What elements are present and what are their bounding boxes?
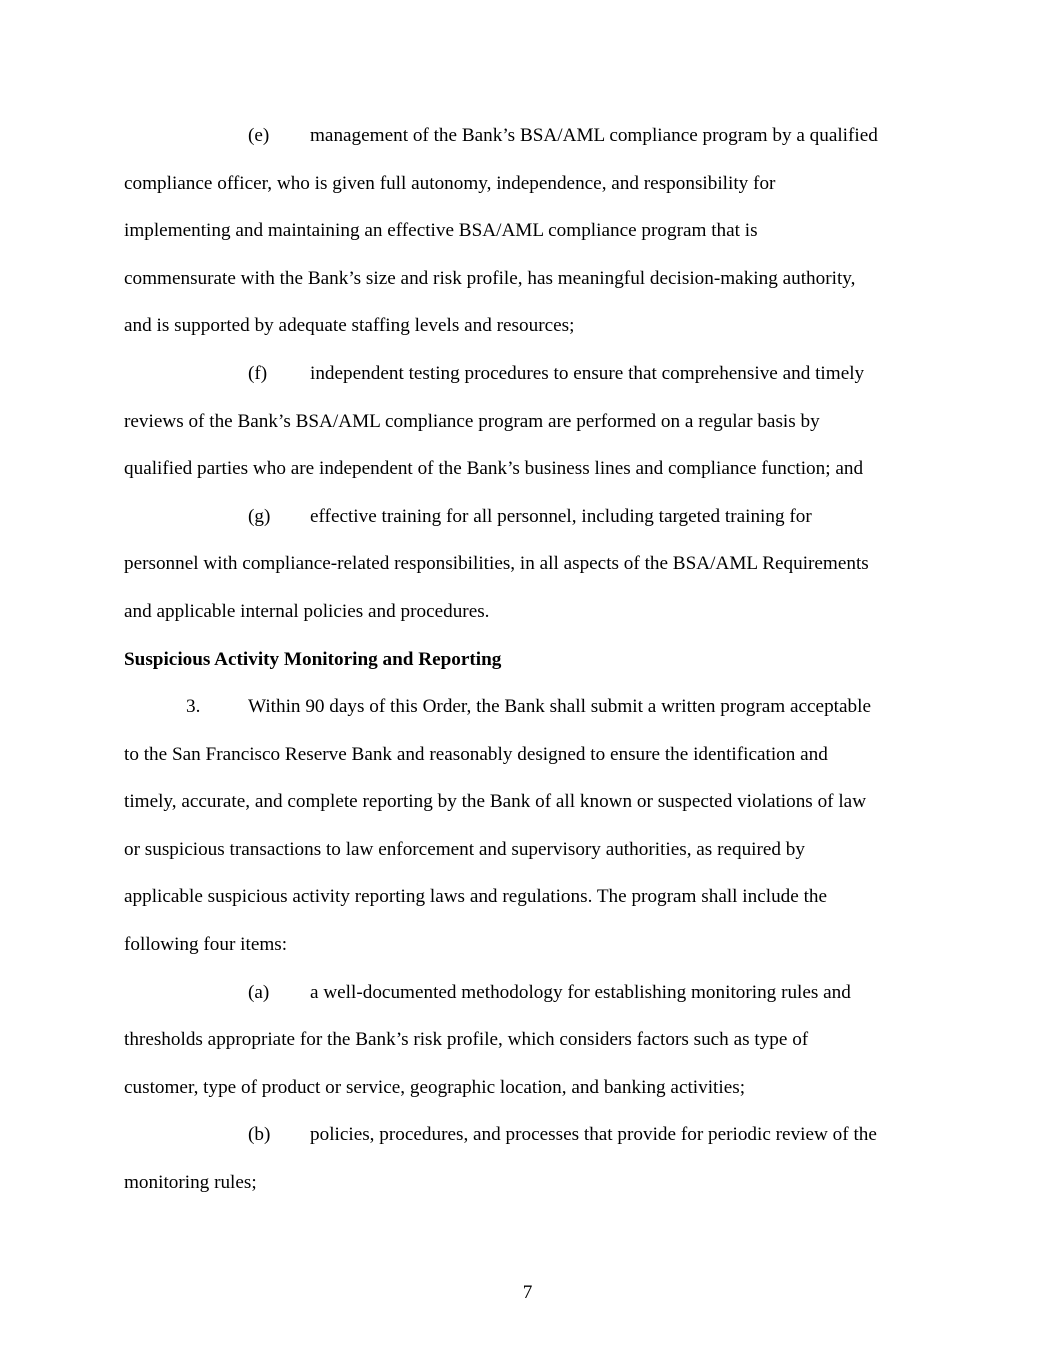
paragraph-3-line-6: following four items: (124, 934, 288, 955)
item-g-line-3: and applicable internal policies and procedures. (124, 601, 490, 622)
item-e-line-3: implementing and maintaining an effective BSA/AML compliance program that is (124, 220, 758, 241)
paragraph-3-line-4: or suspicious transactions to law enforcement and supervisory authorities, as required by (124, 839, 805, 860)
item-e-line-1: management of the Bank’s BSA/AML compliance program by a qualified (310, 125, 878, 146)
subitem-a-line-3: customer, type of product or service, geographic location, and banking activities; (124, 1077, 746, 1098)
subitem-a-line-1: a well-documented methodology for establishing monitoring rules and (310, 982, 851, 1003)
paragraph-3-number: 3. (186, 696, 201, 717)
paragraph-3-line-1: Within 90 days of this Order, the Bank shall submit a written program acceptable (248, 696, 871, 717)
item-f-line-1: independent testing procedures to ensure that comprehensive and timely (310, 363, 865, 384)
subitem-b-marker: (b) (248, 1124, 271, 1145)
section-heading: Suspicious Activity Monitoring and Reporting (124, 649, 502, 670)
item-g-line-1: effective training for all personnel, including targeted training for (310, 506, 812, 527)
paragraph-3-line-2: to the San Francisco Reserve Bank and reasonably designed to ensure the identification and (124, 744, 828, 765)
item-e-marker: (e) (248, 125, 270, 146)
item-e-line-5: and is supported by adequate staffing levels and resources; (124, 315, 575, 336)
item-f-marker: (f) (248, 363, 268, 384)
item-g-line-2: personnel with compliance-related responsibilities, in all aspects of the BSA/AML Requirements (124, 553, 869, 574)
item-f-line-2: reviews of the Bank’s BSA/AML compliance program are performed on a regular basis by (124, 411, 820, 432)
item-g-marker: (g) (248, 506, 271, 527)
subitem-b-line-1: policies, procedures, and processes that provide for periodic review of the (310, 1124, 877, 1145)
page-number: 7 (522, 1282, 533, 1303)
item-f-line-3: qualified parties who are independent of the Bank’s business lines and compliance function; and (124, 458, 864, 479)
subitem-b-line-2: monitoring rules; (124, 1172, 257, 1193)
paragraph-3-line-3: timely, accurate, and complete reporting by the Bank of all known or suspected violations of law (124, 791, 867, 812)
subitem-a-marker: (a) (248, 982, 270, 1003)
paragraph-3-line-5: applicable suspicious activity reporting laws and regulations. The program shall include the (124, 886, 828, 907)
subitem-a-line-2: thresholds appropriate for the Bank’s risk profile, which considers factors such as type of (124, 1029, 809, 1050)
item-e-line-4: commensurate with the Bank’s size and risk profile, has meaningful decision-making authority, (124, 268, 856, 289)
item-e-line-2: compliance officer, who is given full autonomy, independence, and responsibility for (124, 173, 776, 194)
